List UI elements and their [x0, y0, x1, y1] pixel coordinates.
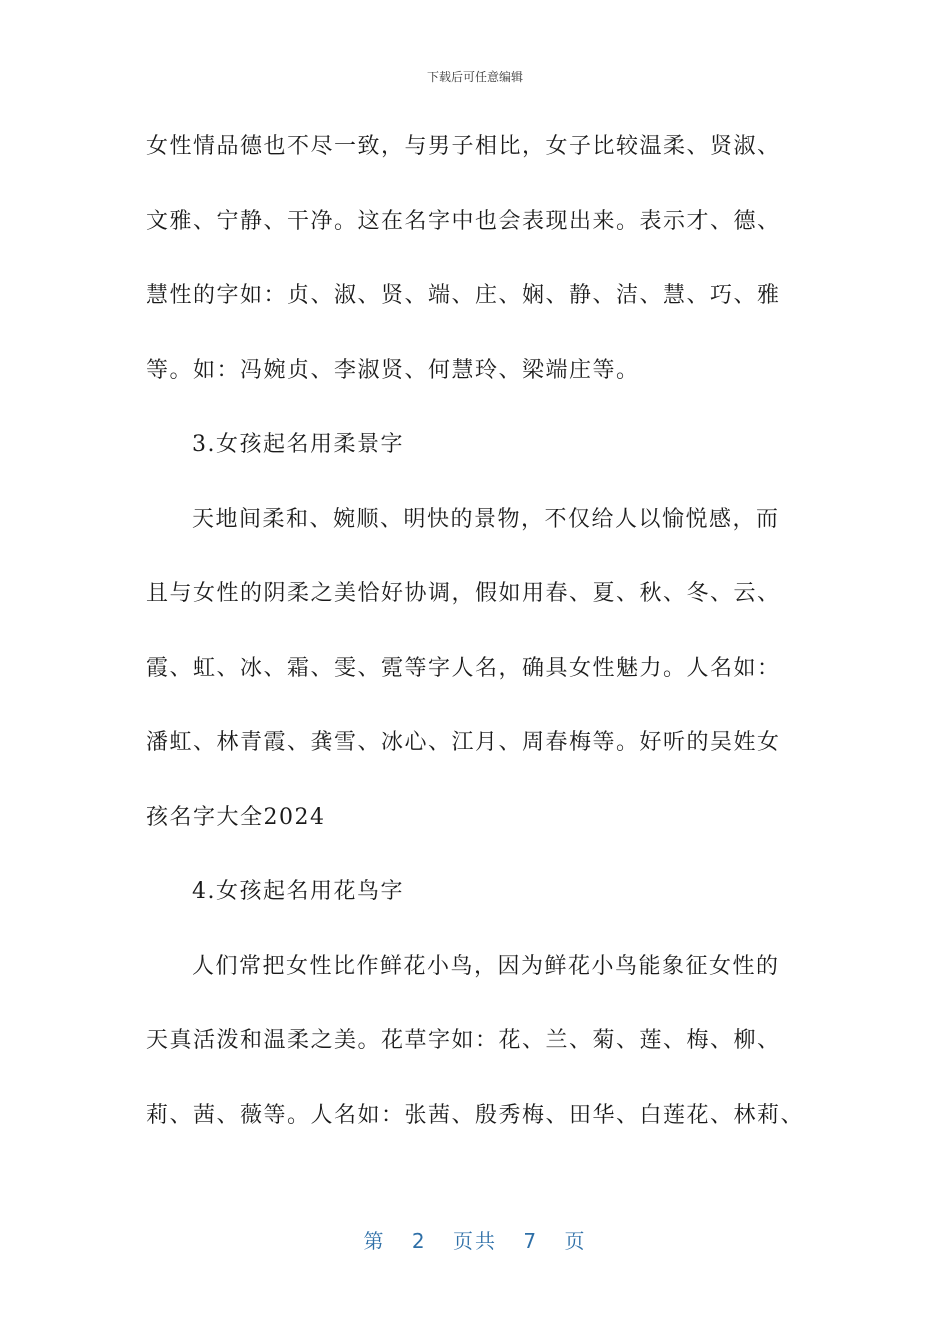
page-total: 7	[523, 1229, 539, 1253]
footer-suffix: 页	[564, 1229, 587, 1253]
body-line: 潘虹、林青霞、龚雪、冰心、江月、周春梅等。好听的吴姓女	[146, 730, 781, 755]
body-line: 天真活泼和温柔之美。花草字如：花、兰、菊、莲、梅、柳、	[146, 1028, 781, 1053]
footer-prefix: 第	[363, 1229, 386, 1253]
body-line: 孩名字大全2024	[146, 804, 326, 830]
page-number: 2	[411, 1229, 427, 1253]
footer-middle: 页共	[453, 1229, 497, 1253]
body-line: 莉、茜、薇等。人名如：张茜、殷秀梅、田华、白莲花、林莉、	[146, 1102, 805, 1128]
header-note: 下载后可任意编辑	[426, 70, 523, 84]
section-heading: 4.女孩起名用花鸟字	[192, 879, 404, 904]
body-line: 慧性的字如：贞、淑、贤、端、庄、娴、静、洁、慧、巧、雅	[146, 283, 781, 308]
page-footer	[0, 1225, 950, 1254]
document-body	[146, 122, 826, 1165]
body-line: 人们常把女性比作鲜花小鸟，因为鲜花小鸟能象征女性的	[192, 953, 780, 979]
body-line: 且与女性的阴柔之美恰好协调，假如用春、夏、秋、冬、云、	[146, 581, 781, 606]
body-line: 等。如：冯婉贞、李淑贤、何慧玲、梁端庄等。	[146, 357, 640, 383]
section-heading: 3.女孩起名用柔景字	[192, 432, 404, 457]
body-line: 文雅、宁静、干净。这在名字中也会表现出来。表示才、德、	[146, 208, 781, 234]
body-line: 女性情品德也不尽一致，与男子相比，女子比较温柔、贤淑、	[146, 134, 781, 159]
body-line: 天地间柔和、婉顺、明快的景物，不仅给人以愉悦感，而	[192, 506, 780, 532]
body-line: 霞、虹、冰、霜、雯、霓等字人名，确具女性魅力。人名如：	[146, 655, 781, 681]
